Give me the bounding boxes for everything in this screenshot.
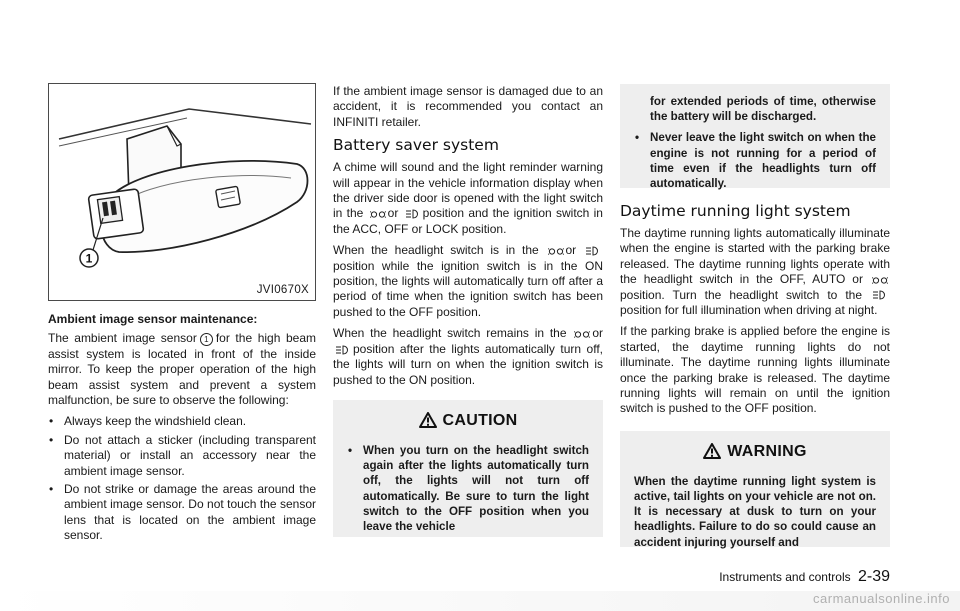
caution-box xyxy=(333,400,603,537)
page-footer xyxy=(719,568,890,586)
headlight-icon xyxy=(335,345,351,355)
ambient-sensor-figure xyxy=(48,83,316,301)
battery-saver-paragraph-3: When the headlight switch remains in the or position after the lights automatically turn off, the lights will turn on when the ignition switch is pushed to the ON position. xyxy=(333,326,603,387)
caution-continued-text: for extended periods of time, otherwise the battery will be discharged. xyxy=(650,95,876,124)
headlight-icon xyxy=(585,246,601,256)
warning-triangle-icon xyxy=(419,412,437,433)
parking-light-icon xyxy=(548,247,564,256)
maintenance-list xyxy=(48,414,316,543)
parking-light-icon xyxy=(574,330,590,339)
sensor-maintenance-heading: Ambient image sensor maintenance: xyxy=(48,312,258,326)
warning-text: When the daytime running light system is active, tail lights on your vehicle are not on. It is necessary at dusk to turn on your headlights. Failure to do so could cause an accident injuring yourself and xyxy=(634,474,876,549)
daytime-running-light-heading: Daytime running light system xyxy=(620,202,851,220)
column-2 xyxy=(333,84,603,537)
watermark-bar xyxy=(0,591,960,611)
caution-list-2 xyxy=(634,130,876,191)
battery-saver-heading: Battery saver system xyxy=(333,136,499,155)
caution-box-continued xyxy=(620,84,890,191)
list-item: • Never leave the light switch on when the engine is not running for a period of time even if the headlights turn off automatically. xyxy=(634,130,876,191)
list-item: • Do not strike or damage the areas around the ambient image sensor. Do not touch the sensor lens that is located on the ambient image sensor. xyxy=(48,482,316,544)
drl-paragraph-1: The daytime running lights automatically illuminate when the engine is started with the parking brake released. The daytime running lights operate with the headlight switch in the OFF, AUTO or position. Turn the headlight switch to the position for full illumination when driving at night. xyxy=(620,226,890,318)
warning-box xyxy=(620,431,890,547)
sensor-intro-paragraph: The ambient image sensor 1 for the high beam assist system is located in front of the inside mirror. To keep the proper operation of the high beam assist system and prevent a system malfunction, be sure to observe the following: xyxy=(48,331,316,408)
page-number: 2-39 xyxy=(857,568,890,585)
callout-1-marker: 1 xyxy=(200,333,213,346)
watermark-text: carmanualsonline.info xyxy=(813,591,950,606)
mirror-illustration xyxy=(49,84,315,300)
caution-title: CAUTION xyxy=(347,412,589,433)
drl-paragraph-2: If the parking brake is applied before the engine is started, the daytime running lights do not illuminate. The daytime running lights illuminate once the parking brake is released. The daytime running lights will remain on until the ignition switch is pushed to the OFF position. xyxy=(620,324,890,416)
list-item: • Always keep the windshield clean. xyxy=(48,414,316,429)
warning-triangle-icon xyxy=(703,443,721,464)
callout-1-label: 1 xyxy=(85,251,93,266)
headlight-icon xyxy=(872,290,888,300)
battery-saver-paragraph-1: A chime will sound and the light reminder warning will appear in the vehicle information display when the driver side door is opened with the light switch in the or position and the ignition switch in the ACC, OFF or LOCK position. xyxy=(333,160,603,236)
list-item: • Do not attach a sticker (including transparent material) or install an accessory near the ambient image sensor. xyxy=(48,433,316,479)
warning-title: WARNING xyxy=(634,443,876,464)
column-1 xyxy=(48,312,316,547)
caution-list xyxy=(347,443,589,534)
parking-light-icon xyxy=(370,210,386,219)
list-item: • When you turn on the headlight switch again after the lights automatically turn off, the lights will not turn off automatically. Be sure to turn the light switch to the OFF position when you leave the vehicle xyxy=(347,443,589,534)
parking-light-icon xyxy=(872,276,888,285)
figure-code: JVI0670X xyxy=(256,284,309,296)
footer-section: Instruments and controls xyxy=(719,570,851,584)
column-3 xyxy=(620,84,890,547)
damaged-sensor-paragraph: If the ambient image sensor is damaged due to an accident, it is recommended you contact an INFINITI retailer. xyxy=(333,84,603,129)
headlight-icon xyxy=(405,209,421,219)
battery-saver-paragraph-2: When the headlight switch is in the or position while the ignition switch is in the ON position, the lights will automatically turn off after a period of time when the ignition switch has been pushed to the OFF position. xyxy=(333,243,603,319)
